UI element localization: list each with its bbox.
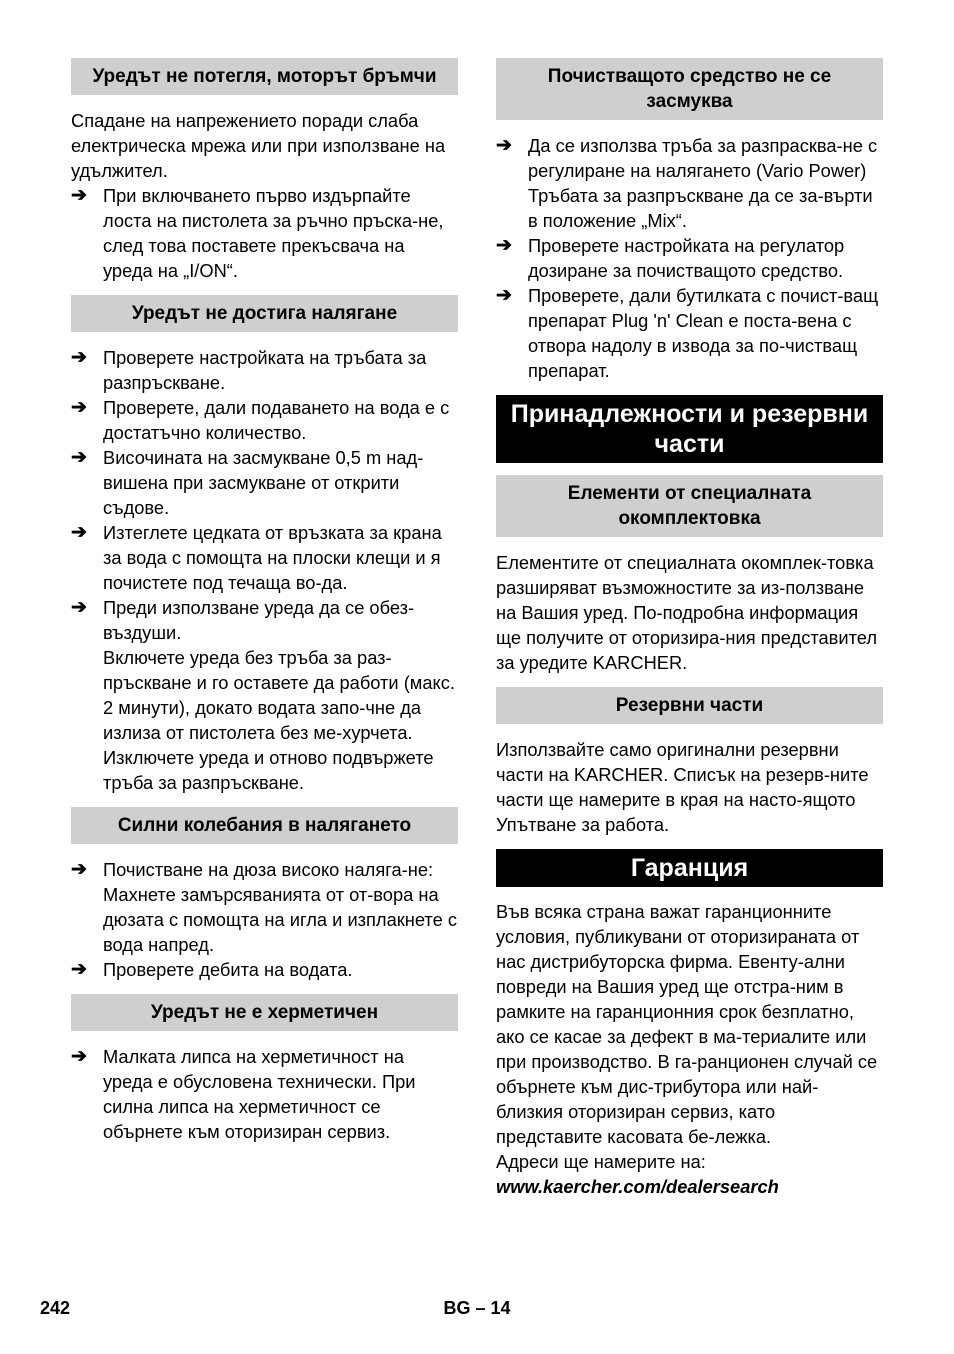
list-item: ➔ Изтеглете цедката от връзката за крана за вода с помощта на плоски клещи и я почистете под течаща во-да. (71, 522, 442, 593)
paragraph-voltage-drop: Спадане на напрежението поради слаба електрическа мрежа или при използване на удължител. (71, 110, 446, 181)
chapter-heading-warranty: Гаранция (496, 849, 883, 887)
right-column (496, 58, 883, 1199)
list-item-continuation: Тръбата за разпръскване да се за-върти в положение „Mix“. (528, 185, 873, 231)
list-item: ➔ Проверете настройката на регулатор дозиране за почистващото средство. (496, 235, 845, 281)
left-column (71, 58, 458, 1156)
list-item: ➔ Проверете, дали бутилката с почист-ващ препарат Plug 'n' Clean е поста-вена с отвора надолу в извода за по-чистващ препарат. (496, 285, 879, 381)
arrow-right-icon: ➔ (71, 959, 87, 980)
list-item: ➔ Проверете, дали подаването на вода е с достатъчно количество. (71, 397, 450, 443)
paragraph-warranty: Във всяка страна важат гаранционните условия, публикувани от оторизираната от нас дистрибуторска фирма. Евенту-ални повреди на Вашия уред ще отстра-ним в рамките на гаранционния срок безплатно, ако се касае за дефект в ма-териалите или при производство. В га-ранционен случай се обърнете към дис-трибутора или най-близкия оторизиран сервиз, като представите касовата бе-лежка. (496, 901, 878, 1147)
list-item: ➔ При включването първо издърпайте лоста на пистолета за ръчно пръска-не, след това поставете прекъсвача на уреда на „I/ON“. (71, 185, 444, 281)
section-heading-no-pressure: Уредът не достига налягане (71, 295, 458, 332)
arrow-right-icon: ➔ (71, 397, 87, 418)
dealer-search-link[interactable]: www.kaercher.com/dealersearch (496, 1176, 779, 1197)
section-heading-special-accessories: Елементи от специалната окомплектовка (496, 475, 883, 537)
list-item: ➔ Почистване на дюза високо наляга-не: Махнете замърсяванията от от-вора на дюзата с помощта на игла и изплакнете с вода напред. (71, 859, 457, 955)
list-item: ➔ Проверете дебита на водата. (71, 959, 353, 980)
list-item: ➔ Височината на засмукване 0,5 m над-вишена при засмукване от открити съдове. (71, 447, 424, 518)
section-heading-no-start: Уредът не потегля, моторът бръмчи (71, 58, 458, 95)
section-heading-leaking: Уредът не е херметичен (71, 994, 458, 1031)
paragraph-spare-parts: Използвайте само оригинални резервни части на KARCHER. Списък на резерв-ните части ще намерите в края на насто-ящото Упътване за работа. (496, 739, 869, 835)
list-item: ➔ Да се използва тръба за разпрасква-не с регулиране на налягането (Vario Power) (496, 135, 878, 181)
page-number: 242 (40, 1298, 71, 1318)
arrow-right-icon: ➔ (496, 135, 512, 156)
arrow-right-icon: ➔ (71, 859, 87, 880)
list-item: ➔ Проверете настройката на тръбата за разпръскване. (71, 347, 427, 393)
arrow-right-icon: ➔ (496, 285, 512, 306)
arrow-right-icon: ➔ (71, 1046, 87, 1067)
list-item: ➔ Преди използване уреда да се обез-въздуши. (71, 597, 415, 643)
chapter-heading-accessories: Принадлежности и резервни части (496, 395, 883, 463)
paragraph-special-accessories: Елементите от специалната окомплек-товка разширяват възможностите за из-ползване на Вашия уред. По-подробна информация ще получите от оторизира-ния представител за уредите KARCHER. (496, 552, 877, 673)
list-item: ➔ Малката липса на херметичност на уреда е обусловена технически. При силна липса на херметичност се обърнете към оторизиран сервиз. (71, 1046, 416, 1142)
section-heading-spare-parts: Резервни части (496, 687, 883, 724)
list-item-continuation: Включете уреда без тръба за раз-пръскване и го оставете да работи (макс. 2 минути), докато водата запо-чне да излиза от пистолета без ме-хурчета. Изключете уреда и отново подвържете тръба за разпръскване. (103, 647, 455, 793)
arrow-right-icon: ➔ (71, 185, 87, 206)
section-heading-pressure-fluctuations: Силни колебания в налягането (71, 807, 458, 844)
arrow-right-icon: ➔ (71, 522, 87, 543)
arrow-right-icon: ➔ (71, 597, 87, 618)
section-heading-detergent: Почистващото средство не се засмуква (496, 58, 883, 120)
arrow-right-icon: ➔ (71, 347, 87, 368)
paragraph-addresses: Адреси ще намерите на: (496, 1151, 706, 1172)
arrow-right-icon: ➔ (71, 447, 87, 468)
section-page-label: BG – 14 (443, 1298, 511, 1318)
arrow-right-icon: ➔ (496, 235, 512, 256)
